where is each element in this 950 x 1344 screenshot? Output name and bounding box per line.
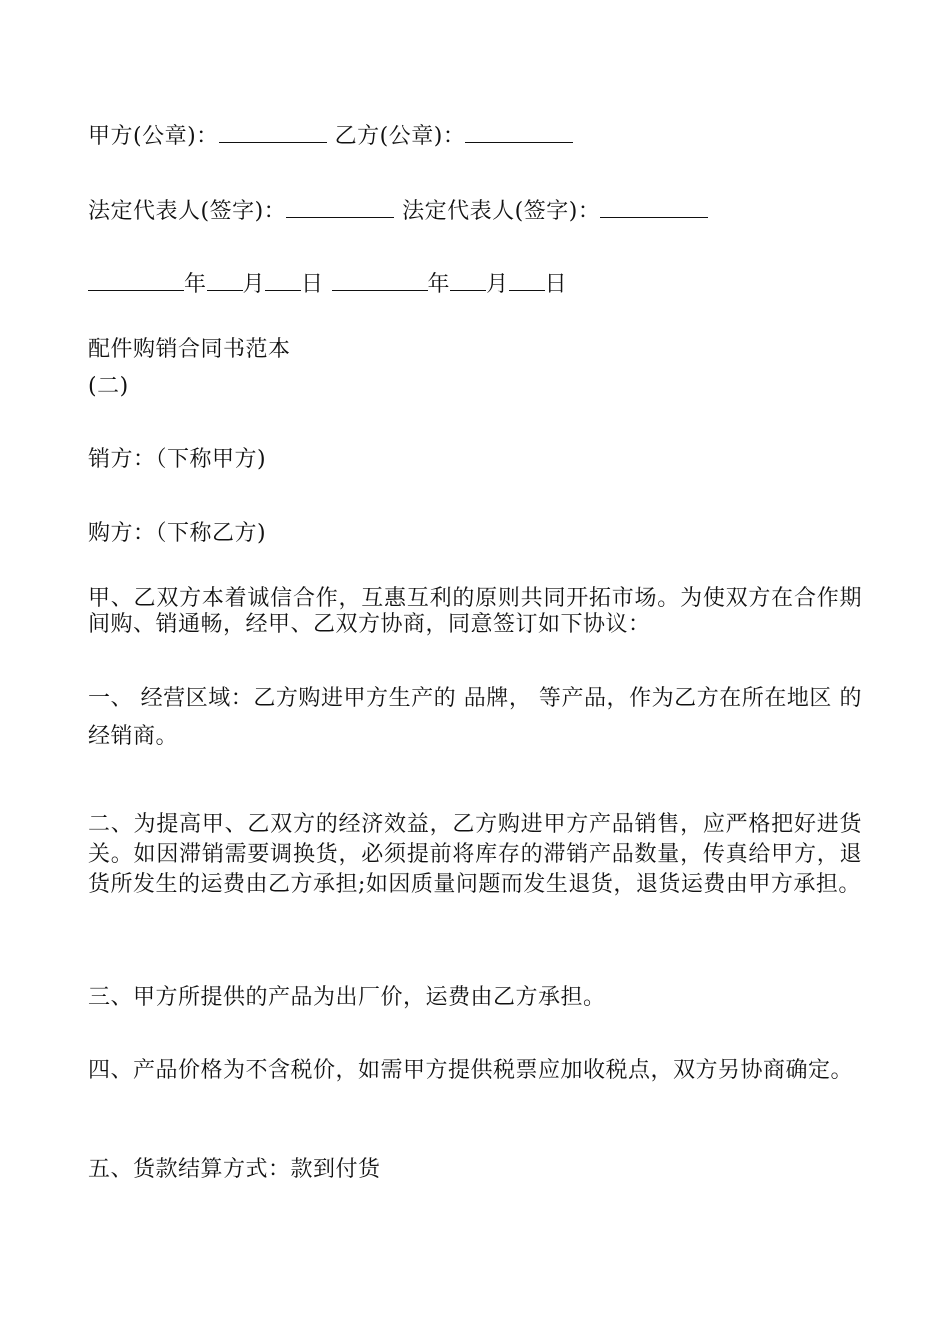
month-b-blank [450,272,486,291]
legal-rep-a-blank [286,199,394,218]
seal-line [88,124,573,150]
clause-4: 四、产品价格为不含税价，如需甲方提供税票应加收税点，双方另协商确定。 [88,1058,854,1083]
clause-2: 二、为提高甲、乙双方的经济效益，乙方购进甲方产品销售，应严格把好进货关。如因滞销需要调换货，必须提前将库存的滞销产品数量，传真给甲方，退货所发生的运费由乙方承担;如因质量问题而发生退货，退货运费由甲方承担。 [88,812,862,897]
month-b-label: 月 [486,272,509,297]
party-b-seal-label: 乙方(公章)： [334,124,466,149]
document-title: 配件购销合同书范本 [88,337,291,362]
legal-rep-b-label: 法定代表人(签字)： [402,199,601,224]
clause-3: 三、甲方所提供的产品为出厂价，运费由乙方承担。 [88,985,606,1010]
party-a-seal-blank [219,124,327,143]
buyer-line: 购方：（下称乙方) [88,521,267,546]
intro-paragraph: 甲、乙双方本着诚信合作，互惠互利的原则共同开拓市场。为使双方在合作期间购、销通畅，经甲、乙双方协商，同意签订如下协议： [88,586,862,637]
year-b-blank [332,272,428,291]
year-a-blank [88,272,184,291]
day-a-blank [265,272,301,291]
clause-1: 一、 经营区域：乙方购进甲方生产的 品牌， 等产品，作为乙方在所在地区 的经销商。 [88,686,862,749]
month-a-blank [207,272,243,291]
day-b-blank [509,272,545,291]
day-a-label: 日 [301,272,324,297]
day-b-label: 日 [544,272,568,297]
seller-line: 销方：（下称甲方) [88,447,267,472]
clause-5: 五、货款结算方式：款到付货 [88,1157,381,1182]
legal-rep-b-blank [600,199,708,218]
party-a-seal-label: 甲方(公章)： [88,124,219,149]
document-subtitle: (二) [88,374,129,399]
year-a-label: 年 [184,272,207,297]
legal-rep-a-label: 法定代表人(签字)： [88,199,287,224]
year-b-label: 年 [427,272,451,297]
date-line [88,272,567,298]
party-b-seal-blank [465,124,573,143]
legal-rep-line [88,199,708,225]
month-a-label: 月 [242,272,266,297]
